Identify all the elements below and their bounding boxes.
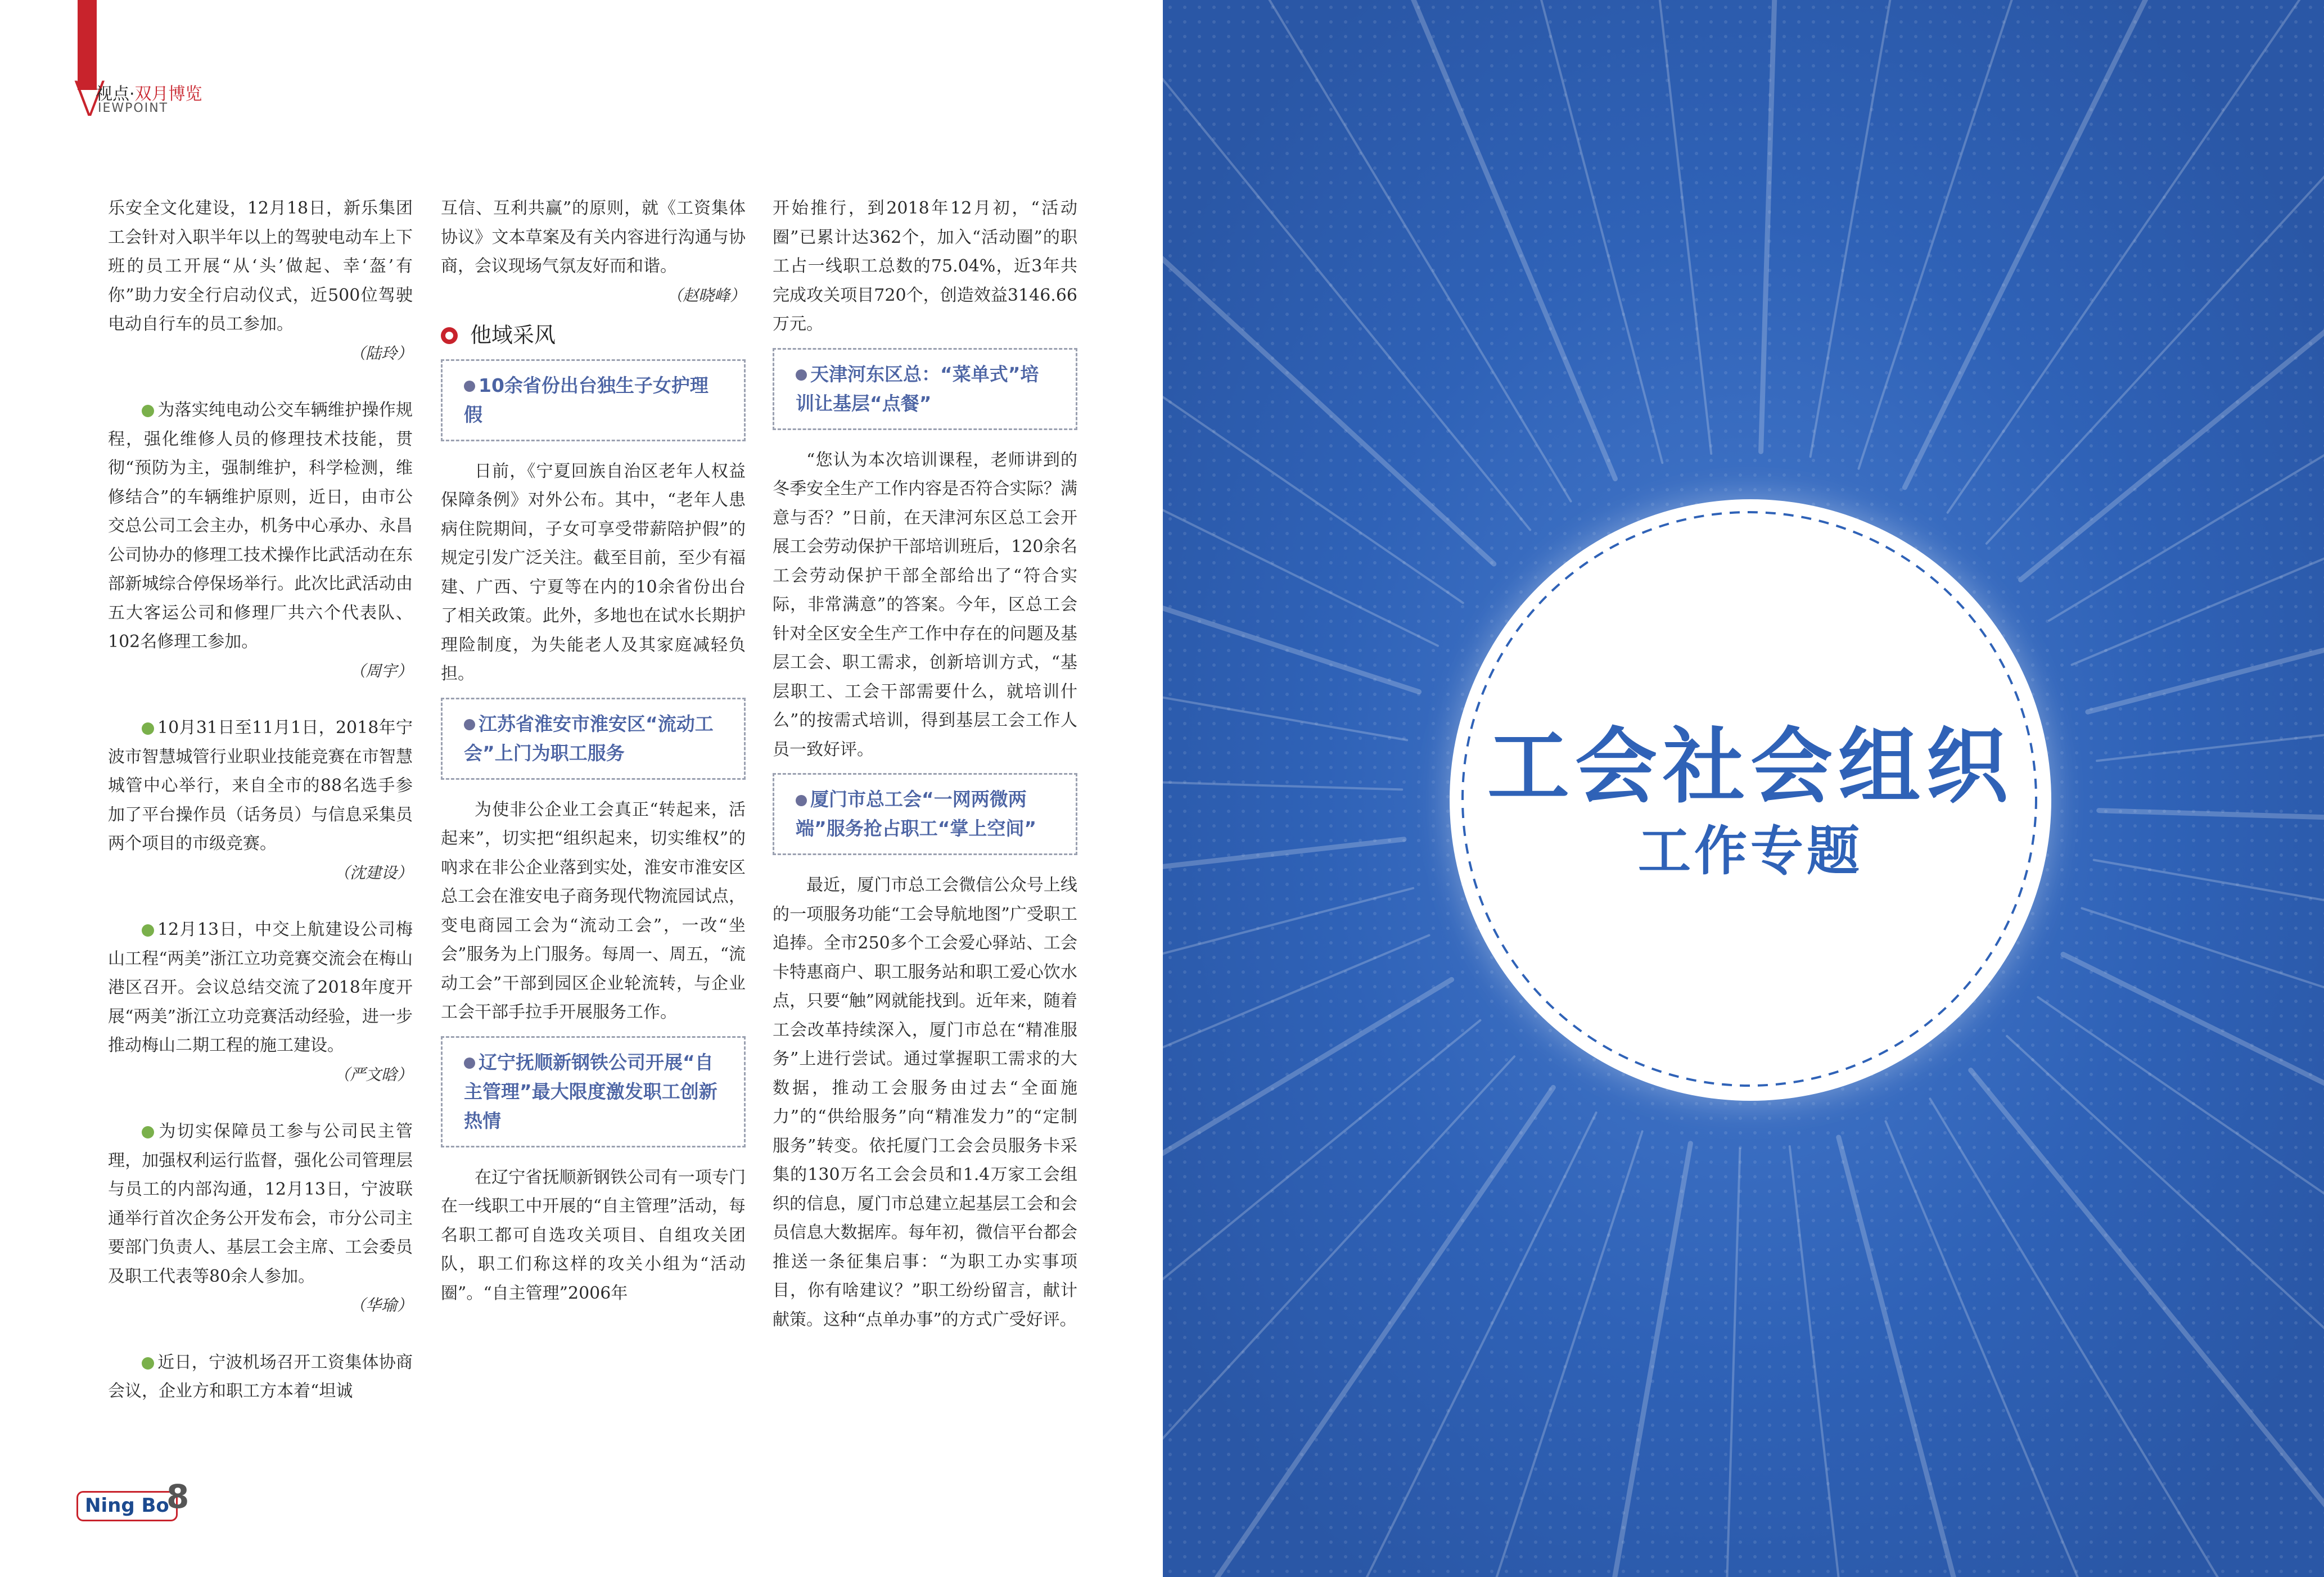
bullet-icon xyxy=(142,1357,154,1370)
column-3 xyxy=(773,194,1077,1334)
column-1 xyxy=(108,194,413,1406)
cover-subtitle: 工作专题 xyxy=(1637,821,1863,882)
bullet-icon xyxy=(796,369,807,381)
paragraph: 乐安全文化建设，12月18日，新乐集团工会针对入职半年以上的驾驶电动车上下班的员工开展“从‘头’做起、幸‘盔’有你”助力安全行启动仪式，近500位驾驶电动自行车的员工参加。 xyxy=(108,198,413,334)
paragraph: 近日，宁波机场召开工资集体协商会议，企业方和职工方本着“坦诚 xyxy=(108,1352,413,1401)
paragraph: 为落实纯电动公交车辆维护操作规程，强化维修人员的修理技术技能，贯彻“预防为主，强制维护，科学检测，维修结合”的车辆维护原则，近日，由市公交总公司工会主办，机务中心承办、永昌公司协办的修理工技术操作比武活动在东部新城综合停保场举行。此次比武活动由五大客运公司和修理厂共六个代表队、102名修理工参加。 xyxy=(108,400,413,652)
bullet-icon xyxy=(464,1058,475,1069)
bullet-icon xyxy=(464,719,475,730)
footer-brand-logo: Ning Bo xyxy=(76,1491,178,1521)
bullet-icon xyxy=(142,405,154,417)
bullet-icon xyxy=(142,924,154,937)
bullet-icon xyxy=(142,722,154,735)
header-v-letter: V xyxy=(73,71,106,128)
section-heading: 他域采风 xyxy=(441,321,746,350)
paragraph: 日前，《宁夏回族自治区老年人权益保障条例》对外公布。其中，“老年人患病住院期间，子女可享受带薪陪护假”的规定引发广泛关注。截至目前，至少有福建、广西、宁夏等在内的10余省份出台了相关政策。此外，多地也在试水长期护理险制度，为失能老人及其家庭减轻负担。 xyxy=(441,461,746,684)
bullet-icon xyxy=(796,795,807,806)
paragraph: 在辽宁省抚顺新钢铁公司有一项专门在一线职工中开展的“自主管理”活动，每名职工都可自选攻关项目、自组攻关团队，职工们称这样的攻关小组为“活动圈”。“自主管理”2006年 xyxy=(441,1167,746,1303)
title-circle xyxy=(1450,499,2051,1101)
byline: （华瑜） xyxy=(349,1296,413,1314)
page-number: 8 xyxy=(166,1477,189,1516)
cover-title: 工会社会组织 xyxy=(1487,719,2014,815)
byline: （周宇） xyxy=(349,661,413,680)
byline: （沈建设） xyxy=(333,863,413,882)
bullet-icon xyxy=(142,1126,154,1138)
subheading-box: 江苏省淮安市淮安区“流动工会”上门为职工服务 xyxy=(441,698,746,780)
right-page-cover xyxy=(1163,0,2324,1577)
paragraph: 10月31日至11月1日，2018年宁波市智慧城管行业职业技能竞赛在市智慧城管中心举行，来自全市的88名选手参加了平台操作员（话务员）与信息采集员两个项目的市级竞赛。 xyxy=(108,718,413,853)
paragraph: “您认为本次培训课程，老师讲到的冬季安全生产工作内容是否符合实际？满意与否？”日前，在天津河东区总工会开展工会劳动保护干部培训班后，120余名工会劳动保护干部全部给出了“符合实际，非常满意”的答案。今年，区总工会针对全区安全生产工作中存在的问题及基层工会、职工需求，创新培训方式，“基层职工、工会干部需要什么，就培训什么”的按需式培训，得到基层工会工作人员一致好评。 xyxy=(773,450,1077,760)
subheading-box: 天津河东区总：“菜单式”培训让基层“点餐” xyxy=(773,348,1077,430)
paragraph: 为切实保障员工参与公司民主管理，加强权利运行监督，强化公司管理层与员工的内部沟通，12月13日，宁波联通举行首次企务公开发布会，市分公司主要部门负责人、基层工会主席、工会委员及职工代表等80余人参加。 xyxy=(108,1122,413,1286)
byline: （陆玲） xyxy=(349,344,413,363)
bullet-icon xyxy=(464,381,475,392)
paragraph: 开始推行，到2018年12月初，“活动圈”已累计达362个，加入“活动圈”的职工占一线职工总数的75.04%，近3年共完成攻关项目720个，创造效益3146.66万元。 xyxy=(773,198,1077,334)
header-title: 视点·双月博览 xyxy=(96,84,202,104)
section-mark-icon xyxy=(441,327,458,344)
paragraph: 12月13日，中交上航建设公司梅山工程“两美”浙江立功竞赛交流会在梅山港区召开。会议总结交流了2018年度开展“两美”浙江立功竞赛活动经验，进一步推动梅山二期工程的施工建设。 xyxy=(108,920,413,1055)
byline: （赵晓峰） xyxy=(666,286,746,305)
subheading-box: 10余省份出台独生子女护理假 xyxy=(441,359,746,441)
left-page xyxy=(0,0,1159,1577)
paragraph: 最近，厦门市总工会微信公众号上线的一项服务功能“工会导航地图”广受职工追捧。全市250多个工会爱心驿站、工会卡特惠商户、职工服务站和职工爱心饮水点，只要“触”网就能找到。近年来，随着工会改革持续深入，厦门市总在“精准服务”上进行尝试。通过掌握职工需求的大数据，推动工会服务由过去“全面施力”的“供给服务”向“精准发力”的“定制服务”转变。依托厦门工会会员服务卡采集的130万名工会会员和1.4万家工会组织的信息，厦门市总建立起基层工会和会员信息大数据库。每年初，微信平台都会推送一条征集启事：“为职工办实事项目，你有啥建议？”职工纷纷留言，献计献策。这种“点单办事”的方式广受好评。 xyxy=(773,875,1077,1330)
subheading-box: 厦门市总工会“一网两微两端”服务抢占职工“掌上空间” xyxy=(773,773,1077,855)
header-subtitle: IEWPOINT xyxy=(98,101,169,115)
paragraph: 互信、互利共赢”的原则，就《工资集体协议》文本草案及有关内容进行沟通与协商，会议现场气氛友好而和谐。 xyxy=(441,198,746,276)
byline: （严文晗） xyxy=(333,1065,413,1084)
column-2 xyxy=(441,194,746,1308)
subheading-box: 辽宁抚顺新钢铁公司开展“自主管理”最大限度激发职工创新热情 xyxy=(441,1036,746,1147)
paragraph: 为使非公企业工会真正“转起来，活起来”，切实把“组织起来，切实维权”的吶求在非公企业落到实处，淮安市淮安区总工会在淮安电子商务现代物流园试点，变电商园工会为“流动工会”，一改“坐会”服务为上门服务。每周一、周五，“流动工会”干部到园区企业轮流转，与企业工会干部手拉手开展服务工作。 xyxy=(441,799,746,1022)
